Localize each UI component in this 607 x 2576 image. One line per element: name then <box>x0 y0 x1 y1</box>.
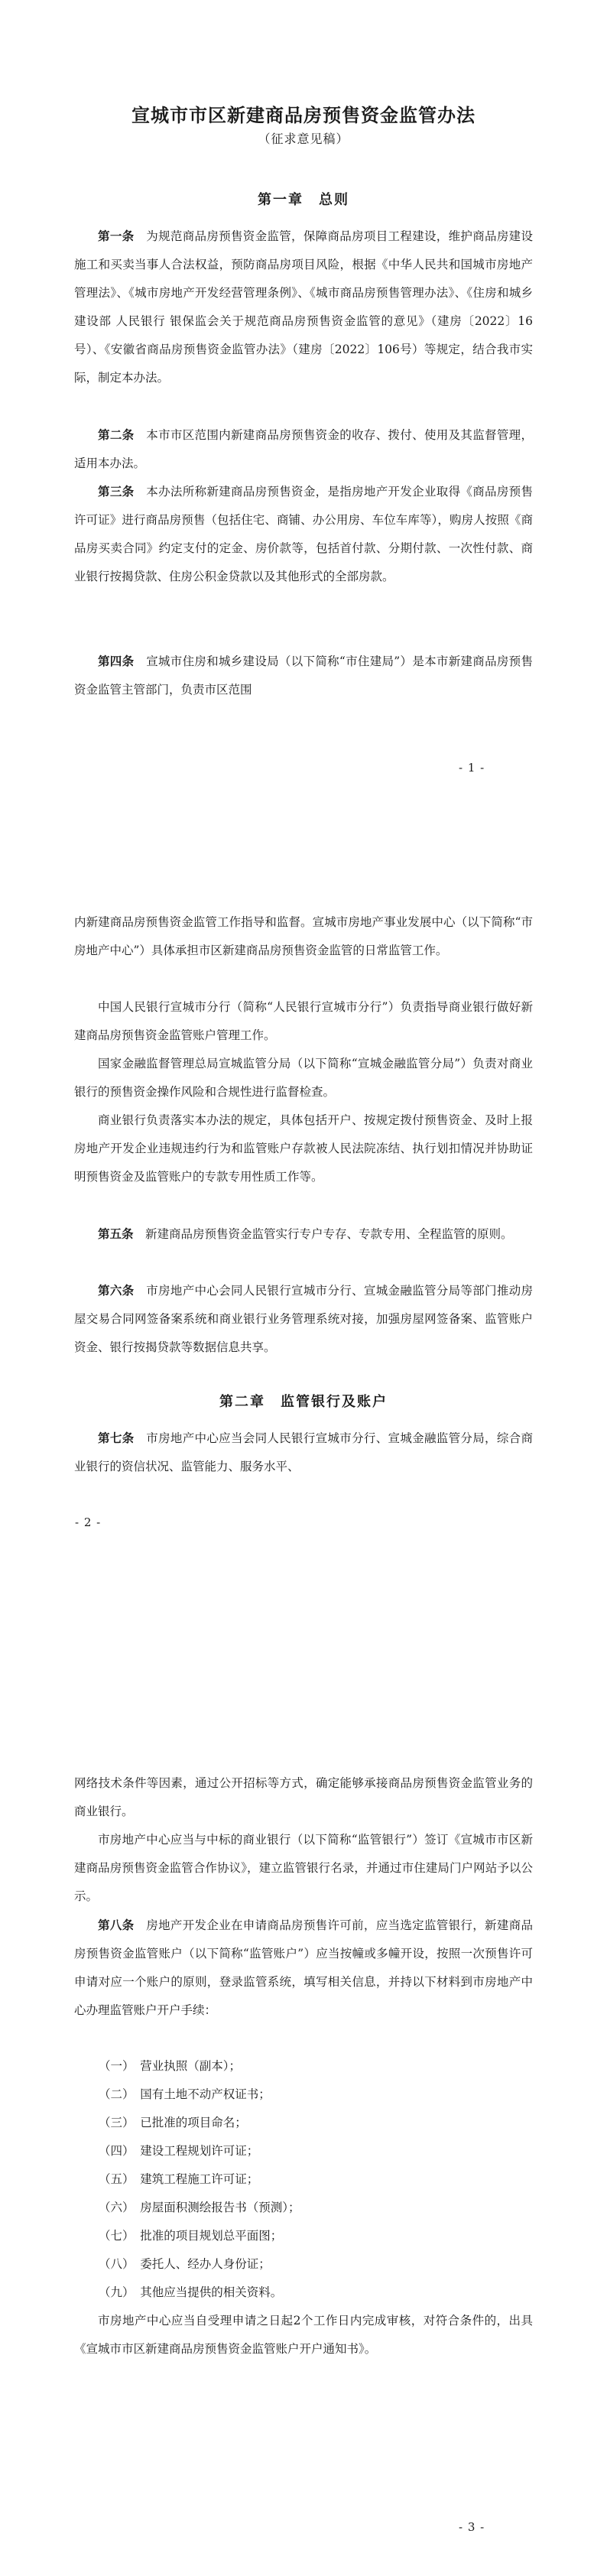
article-text: 本办法所称新建商品房预售资金，是指房地产开发企业取得《商品房预售许可证》进行商品房预售（包括住宅、商铺、办公用房、车位车库等），购房人按照《商品房买卖合同》约定支付的定金、房价款等，包括首付款、分期付款、一次性付款、商业银行按揭贷款、住房公积金贷款以及其他形式的全部房款。 <box>74 485 533 583</box>
article-label: 第四条 <box>98 654 135 668</box>
paragraph: 中国人民银行宣城市分行（简称“人民银行宣城市分行”）负责指导商业银行做好新建商品房预售资金监管账户管理工作。 <box>74 1000 533 1042</box>
list-item: （五） 建筑工程施工许可证； <box>99 2172 259 2186</box>
article-4 <box>74 647 533 704</box>
list-item: （九） 其他应当提供的相关资料。 <box>99 2285 283 2299</box>
paragraph: 市房地产中心应当自受理申请之日起2个工作日内完成审核，对符合条件的，出具《宣城市市区新建商品房预售资金监管账户开户通知书》。 <box>74 2314 533 2356</box>
page-number: - 2 - <box>75 1515 102 1529</box>
document-page-1 <box>0 0 607 859</box>
page-number: - 3 - <box>459 2520 485 2534</box>
article-text: 宣城市住房和城乡建设局（以下简称“市住建局”）是本市新建商品房预售资金监管主管部门，负责市区范围 <box>74 655 533 697</box>
document-page-2 <box>0 859 607 1717</box>
list-item: （三） 已批准的项目命名； <box>99 2116 247 2129</box>
article-text: 为规范商品房预售资金监管，保障商品房项目工程建设，维护商品房建设施工和买卖当事人合法权益，预防商品房项目风险，根据《中华人民共和国城市房地产管理法》、《城市房地产开发经营管理条例》、《城市商品房预售管理办法》、《住房和城乡建设部 人民银行 银保监会关于规范商品房预售资金监管的意见》（建房〔2022〕16号）、《安徽省商品房预售资金监管办法》（建房〔2022〕106号）等规定，结合我市实际，制定本办法。 <box>74 229 533 385</box>
article-text: 本市市区范围内新建商品房预售资金的收存、拨付、使用及其监督管理，适用本办法。 <box>74 428 533 470</box>
article-text: 市房地产中心应当会同人民银行宣城市分行、宣城金融监管分局，综合商业银行的资信状况、监管能力、服务水平、 <box>74 1431 533 1473</box>
chapter-heading: 第一章 总则 <box>258 192 349 208</box>
article-text: 房地产开发企业在申请商品房预售许可前，应当选定监管银行，新建商品房预售资金监管账户（以下简称“监管账户”）应当按幢或多幢开设，按照一次预售许可申请对应一个账户的原则，登录监管系统，填写相关信息，并持以下材料到市房地产中心办理监管账户开户手续： <box>74 1918 533 2017</box>
article-label: 第八条 <box>98 1918 135 1932</box>
article-text: 市房地产中心会同人民银行宣城市分行、宣城金融监管分局等部门推动房屋交易合同网签备案系统和商业银行业务管理系统对接，加强房屋网签备案、监管账户资金、银行按揭贷款等数据信息共享。 <box>74 1284 533 1354</box>
document-title: 宣城市市区新建商品房预售资金监管办法 <box>131 104 476 126</box>
list-item: （四） 建设工程规划许可证； <box>99 2144 259 2158</box>
article-label: 第三条 <box>98 484 135 499</box>
page-number: - 1 - <box>459 761 485 775</box>
paragraph: 内新建商品房预售资金监管工作指导和监督。宣城市房地产事业发展中心（以下简称“市房地产中心”）具体承担市区新建商品房预售资金监管的日常监管工作。 <box>74 915 533 957</box>
article-label: 第六条 <box>98 1283 135 1298</box>
article-label: 第五条 <box>98 1226 134 1241</box>
list-item: （八） 委托人、经办人身份证； <box>99 2257 271 2271</box>
list-item: （一） 营业执照（副本）； <box>99 2059 242 2073</box>
article-8 <box>74 1911 533 2025</box>
paragraph: 网络技术条件等因素，通过公开招标等方式，确定能够承接商品房预售资金监管业务的商业银行。 <box>74 1776 533 1818</box>
list-item: （七） 批准的项目规划总平面图； <box>99 2229 283 2243</box>
article-5 <box>74 1220 533 1249</box>
list-item: （二） 国有土地不动产权证书； <box>99 2087 271 2101</box>
article-6 <box>74 1276 533 1362</box>
article-text: 新建商品房预售资金监管实行专户专存、专款专用、全程监管的原则。 <box>145 1227 513 1241</box>
article-label: 第七条 <box>98 1431 135 1445</box>
chapter-heading: 第二章 监管银行及账户 <box>219 1394 388 1410</box>
document-subtitle: （征求意见稿） <box>258 132 349 146</box>
paragraph: 市房地产中心应当与中标的商业银行（以下简称“监管银行”）签订《宣城市市区新建商品房预售资金监管合作协议》，建立监管银行名录，并通过市住建局门户网站予以公示。 <box>74 1833 533 1903</box>
paragraph: 国家金融监督管理总局宣城监管分局（以下简称“宣城金融监管分局”）负责对商业银行的预售资金操作风险和合规性进行监督检查。 <box>74 1057 533 1099</box>
list-item: （六） 房屋面积测绘报告书（预测）； <box>99 2201 300 2214</box>
document-page-3 <box>0 1717 607 2576</box>
article-7 <box>74 1424 533 1481</box>
article-3 <box>74 477 533 591</box>
article-2 <box>74 421 533 478</box>
article-1 <box>74 222 533 392</box>
paragraph: 商业银行负责落实本办法的规定，具体包括开户、按规定拨付预售资金、及时上报房地产开发企业违规违约行为和监管账户存款被人民法院冻结、执行划扣情况并协助证明预售资金及监管账户的专款专用性质工作等。 <box>74 1113 533 1184</box>
article-label: 第二条 <box>98 427 135 442</box>
article-label: 第一条 <box>98 229 135 243</box>
